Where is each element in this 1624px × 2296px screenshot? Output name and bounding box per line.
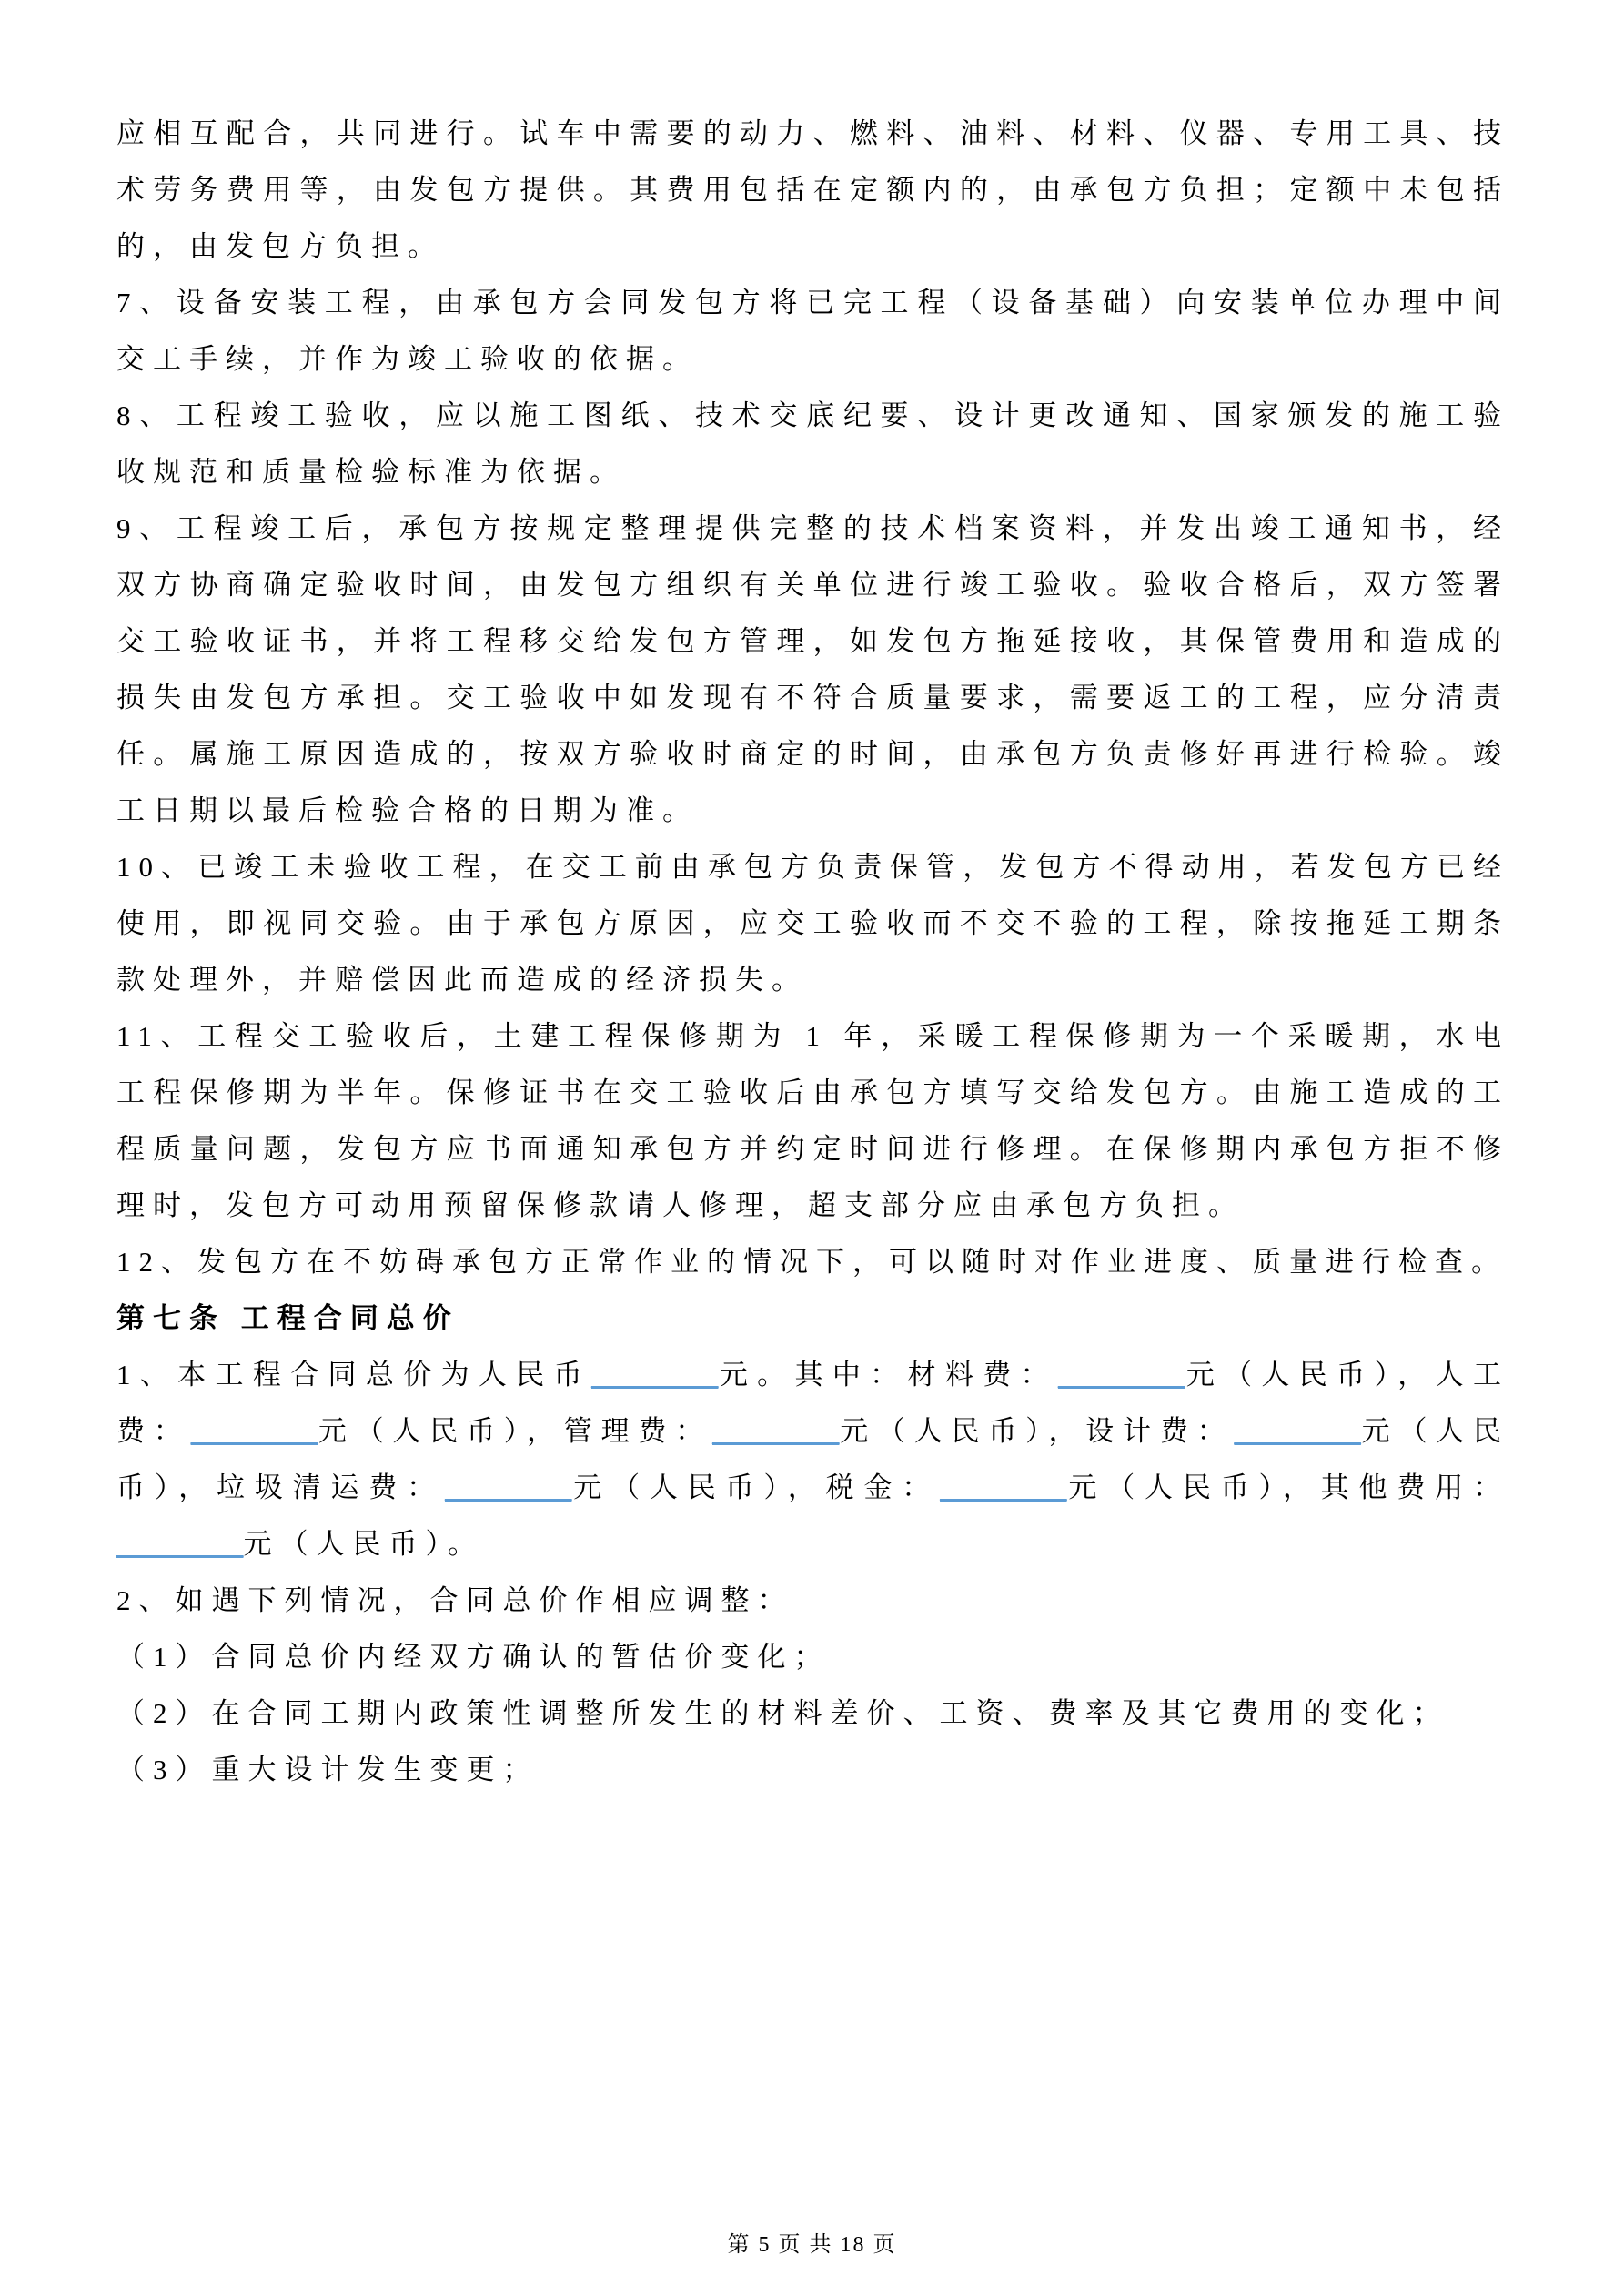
list-item-adjustment-1: （1）合同总价内经双方确认的暂估价变化；: [116, 1641, 831, 1673]
price-text-segment: 元（人民币），设计费：: [839, 1415, 1235, 1447]
paragraph-9-completion-procedure: 9、工程竣工后，承包方按规定整理提供完整的技术档案资料，并发出竣工通知书，经双方协商确定验收时间，由发包方组织有关单位进行竣工验收。验收合格后，双方签署交工验收证书，并将工程移交给发包方管理，如发包方拖延接收，其保管费用和造成的损失由发包方承担。交工验收中如发现有不符合质量要求，需要返工的工程，应分清责任。属施工原因造成的，按双方验收时商定的时间，由承包方负责修好再进行检验。竣工日期以最后检验合格的日期为准。: [116, 512, 1509, 826]
paragraph-12-inspection-right: 12、发包方在不妨碍承包方正常作业的情况下，可以随时对作业进度、质量进行检查。: [116, 1246, 1508, 1278]
price-text-segment: 元（人民币），人工费：: [116, 1359, 1509, 1447]
list-item-adjustment-2: （2）在合同工期内政策性调整所发生的材料差价、工资、费率及其它费用的变化；: [116, 1697, 1449, 1729]
price-blank-tax: _________: [940, 1472, 1067, 1503]
price-text-segment: 1、本工程合同总价为人民币: [116, 1359, 591, 1391]
price-blank-materials: _________: [1057, 1359, 1185, 1391]
price-text-segment: 元（人民币），垃圾清运费：: [116, 1415, 1510, 1503]
list-item-adjustment-3: （3）重大设计发生变更；: [116, 1754, 540, 1785]
price-blank-total: _________: [590, 1359, 719, 1391]
paragraph-7-equipment-installation: 7、设备安装工程，由承包方会同发包方将已完工程（设备基础）向安装单位办理中间交工手续，并作为竣工验收的依据。: [116, 287, 1509, 375]
price-blank-labor: _________: [190, 1415, 318, 1447]
paragraph-1-contract-price: [116, 1347, 1509, 1573]
paragraph-8-acceptance-basis: 8、工程竣工验收，应以施工图纸、技术交底纪要、设计更改通知、国家颁发的施工验收规范和质量检验标准为依据。: [116, 400, 1509, 488]
paragraph-11-warranty-period: 11、工程交工验收后，土建工程保修期为 1 年，采暖工程保修期为一个采暖期，水电工程保修期为半年。保修证书在交工验收后由承包方填写交给发包方。由施工造成的工程质量问题，发包方应书面通知承包方并约定时间进行修理。在保修期内承包方拒不修理时，发包方可动用预留保修款请人修理，超支部分应由承包方负担。: [116, 1020, 1509, 1221]
contract-body: [116, 106, 1509, 1798]
price-blank-design: _________: [1234, 1415, 1361, 1447]
price-blank-management: _________: [711, 1415, 840, 1447]
page-number: 第 5 页 共 18 页: [727, 2233, 897, 2257]
price-blank-other-fees: _________: [116, 1528, 244, 1560]
paragraph-10-unaccepted-works: 10、已竣工未验收工程，在交工前由承包方负责保管，发包方不得动用，若发包方已经使用，即视同交验。由于承包方原因，应交工验收而不交不验的工程，除按拖延工期条款处理外，并赔偿因此而造成的经济损失。: [116, 851, 1509, 996]
price-text-segment: 元（人民币），税金：: [571, 1472, 941, 1503]
price-text-segment: 元（人民币）。: [243, 1528, 484, 1560]
paragraph-2-adjustment-intro: 2、如遇下列情况，合同总价作相应调整：: [116, 1584, 794, 1616]
paragraph-trial-run-costs: 应相互配合，共同进行。试车中需要的动力、燃料、油料、材料、仪器、专用工具、技术劳务费用等，由发包方提供。其费用包括在定额内的，由承包方负担；定额中未包括的，由发包方负担。: [116, 117, 1509, 262]
price-text-segment: 元。其中：材料费：: [718, 1359, 1058, 1391]
page-footer: [0, 2226, 1624, 2258]
price-text-segment: 元（人民币），管理费：: [318, 1415, 712, 1447]
section-heading-article-7: 第七条 工程合同总价: [116, 1302, 459, 1334]
price-blank-garbage-removal: _________: [444, 1472, 572, 1503]
price-text-segment: 元（人民币），其他费用：: [1066, 1472, 1509, 1503]
